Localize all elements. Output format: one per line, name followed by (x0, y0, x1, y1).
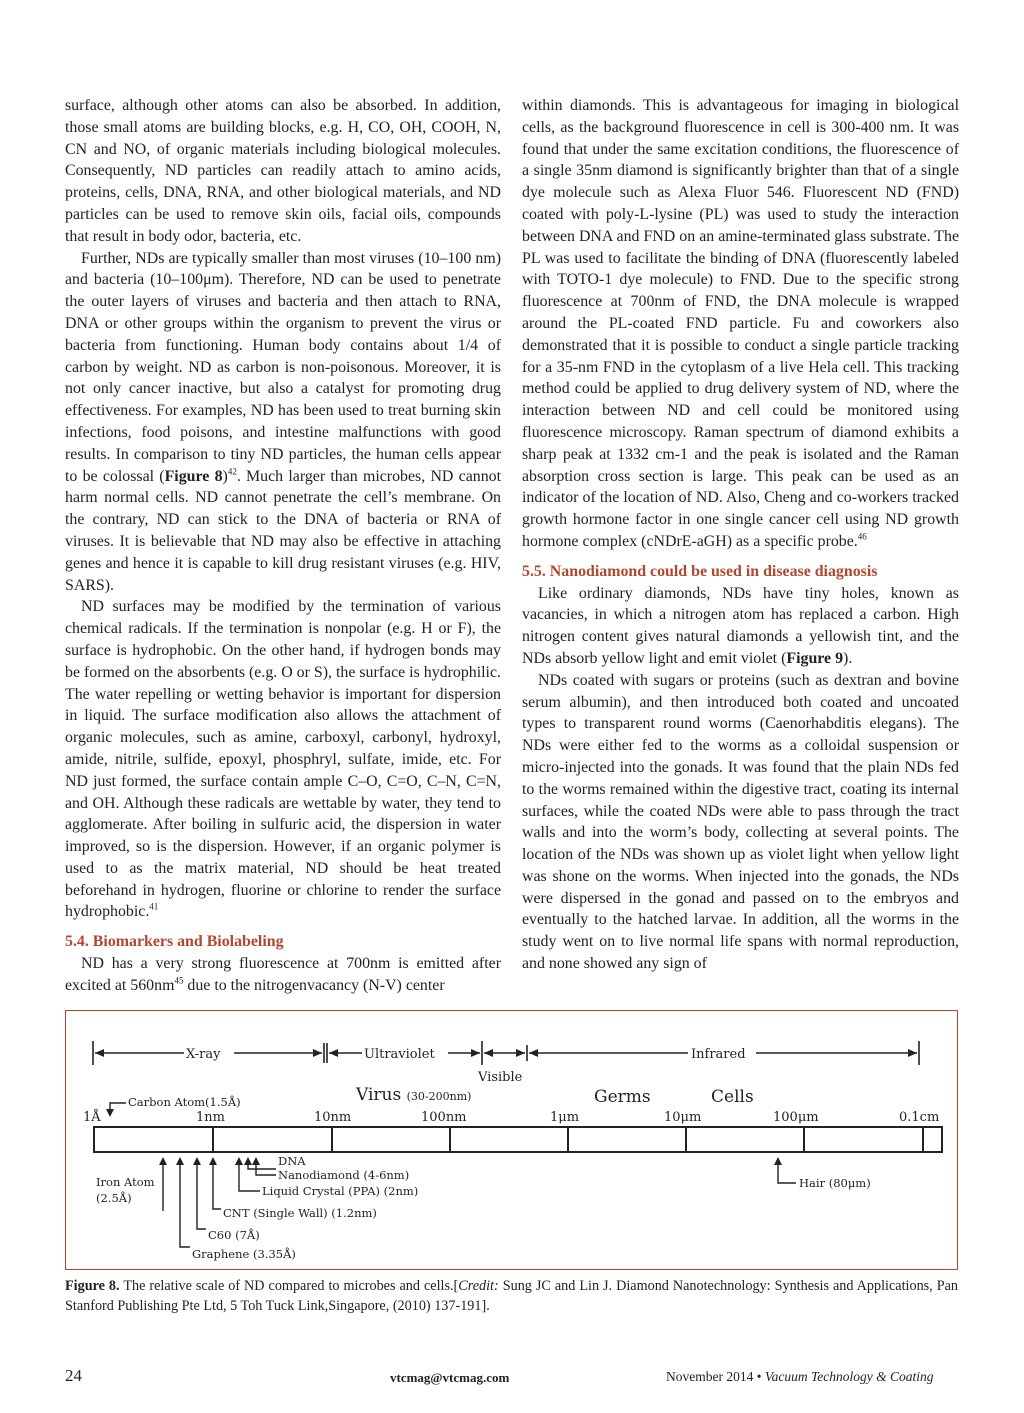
scale-10um: 10μm (664, 1110, 702, 1125)
scale-1um: 1μm (550, 1110, 580, 1125)
left-heading-3: 5.4. Biomarkers and Biolabeling (65, 933, 284, 951)
category-cells: Cells (711, 1087, 754, 1107)
label-hair: Hair (80μm) (799, 1176, 871, 1190)
band-visible: Visible (478, 1070, 523, 1085)
scale-1nm: 1nm (196, 1110, 225, 1125)
right-column (522, 95, 959, 975)
left-paragraph-1: Further, NDs are typically smaller than most viruses (10–100 nm) and bacteria (10–100μm). Therefore, ND can be used to penetrate the outer layers of viruses and bacteria and then attach to RNA, DNA or other groups within the organism to prevent the virus or bacteria from functioning. Human body contains about 1/4 of carbon by weight. ND as carbon is non-poisonous. Moreover, it is not only cancer inactive, but also a catalyst for promoting drug effectiveness. For examples, ND has been used to treat burning skin infections, food poisons, and intestine malfunctions with good results. In comparison to tiny ND particles, the human cells appear to be colossal (Figure 8)$^{42}$. Much larger than microbes, ND cannot harm normal cells. ND cannot penetrate the cell’s membrane. On the contrary, ND can stick to the DNA of bacteria or RNA of viruses. It is believable that ND may also be effective in attaching genes and hence it is capable to kill drug resistant viruses (e.g. HIV, SARS). (65, 249, 501, 594)
footer-email[interactable]: vtcmag@vtcmag.com (390, 1370, 510, 1385)
label-c60: C60 (7Å) (208, 1228, 260, 1242)
label-iron-atom-size: (2.5Å) (96, 1191, 132, 1205)
left-paragraph-0: surface, although other atoms can also be absorbed. In addition, those small atoms are building blocks, e.g. H, CO, OH, COOH, N, CN and NO, of organic materials including biological molecules. Consequently, ND particles can readily attach to amino acids, proteins, cells, DNA, RNA, and other biological materials, and ND particles can be used to remove skin oils, facial oils, compounds that result in body odor, bacteria, etc. (65, 97, 501, 245)
footer-journal: Vacuum Technology & Coating (764, 1369, 934, 1384)
caption-credit-label: Credit: (458, 1278, 499, 1294)
label-liquid-crystal: Liquid Crystal (PPA) (2nm) (262, 1184, 419, 1198)
right-heading-1: 5.5. Nanodiamond could be used in disease diagnosis (522, 562, 878, 580)
band-ultraviolet: Ultraviolet (364, 1047, 435, 1062)
caption-label: Figure 8. (65, 1278, 120, 1294)
scale-1a: 1Å (83, 1110, 101, 1125)
caption-credit-text: Sung JC and Lin J. Diamond Nanotechnology: Synthesis and Applications, Pan Stanford Publishing Pte Ltd, 5 Toh Tuck Link,Singapore, (2010) 137-191]. (65, 1278, 958, 1314)
page-number: 24 (65, 1366, 82, 1385)
figure-8 (65, 1010, 958, 1270)
label-nanodiamond: Nanodiamond (4-6nm) (278, 1168, 410, 1182)
band-infrared: Infrared (691, 1047, 746, 1062)
scale-diagram (66, 1011, 959, 1271)
scale-01cm: 0.1cm (899, 1110, 940, 1125)
left-column (65, 95, 501, 997)
left-paragraph-4: ND has a very strong fluorescence at 700nm is emitted after excited at $560nm^{45}$ due to the nitrogenvacancy (N-V) center (65, 955, 501, 994)
right-paragraph-3: NDs coated with sugars or proteins (such as dextran and bovine serum albumin), and then introduced both coated and uncoated types to transparent round worms (Caenorhabditis elegans). The NDs were either fed to the worms as a colloidal suspension or micro-injected into the gonads. It was found that the plain NDs fed to the worms remained within the digestive tract, coating its internal surfaces, while the coated NDs were able to pass through the tract walls and into the worm’s body, collecting at several points. The location of the NDs was shown up as violet light when yellow light was shone on the worms. When injected into the gonads, the NDs were dispersed in the gonad and passed on to the embryos and eventually to the hatched larvae. In addition, all the worms in the study went on to live normal life spans with normal reproduction, and none showed any sign of (522, 671, 959, 973)
label-cnt: CNT (Single Wall) (1.2nm) (223, 1206, 377, 1220)
label-carbon-atom: Carbon Atom(1.5Å) (128, 1095, 241, 1109)
footer-date: November 2014 (666, 1369, 754, 1384)
label-graphene: Graphene (3.35Å) (192, 1247, 296, 1261)
footer-bullet: • (756, 1369, 762, 1384)
scale-100um: 100μm (773, 1110, 819, 1125)
category-virus: Virus (30-200nm) (356, 1085, 472, 1105)
label-iron-atom: Iron Atom (96, 1175, 155, 1189)
right-paragraph-0: within diamonds. This is advantageous for imaging in biological cells, as the background fluorescence in cell is 300-400 nm. It was found that under the same excitation conditions, the fluorescence of a single 35nm diamond is significantly brighter than that of a single dye molecule such as Alexa Fluor 546. Fluorescent ND (FND) coated with poly-L-lysine (PL) was used to study the interaction between DNA and FND on an amine-terminated glass substrate. The PL was used to facilitate the binding of DNA (fluorescently labeled with TOTO-1 dye molecule) to FND. Due to the specific strong fluorescence at 700nm of FND, the DNA molecule is wrapped around the PL-coated FND particle. Fu and coworkers also demonstrated that it is possible to conduct a single particle tracking for a 35-nm FND in the cytoplasm of a live Hela cell. This tracking method could be applied to drug delivery system of ND, where the interaction between ND and cell could be monitored using fluorescence microscopy. Raman spectrum of diamond exhibits a sharp peak at 1332 cm-1 and the peak is isolated and the Raman absorption cross section is large. This peak can be used as an indicator of the location of ND. Also, Cheng and co-workers tracked growth hormone factor in one single cancer cell using ND growth hormone complex (cNDrE-aGH) as a specific probe.$^{46}$ (522, 97, 959, 550)
footer-issue (666, 1369, 933, 1385)
category-germs: Germs (594, 1087, 651, 1107)
label-dna: DNA (278, 1154, 306, 1168)
right-paragraph-2: Like ordinary diamonds, NDs have tiny holes, known as vacancies, in which a nitrogen atom has replaced a carbon. High nitrogen content gives natural diamonds a yellowish tint, and the NDs absorb yellow light and emit violet (Figure 9). (522, 584, 959, 667)
scale-100nm: 100nm (421, 1110, 467, 1125)
band-xray: X-ray (186, 1047, 221, 1062)
caption-text: The relative scale of ND compared to microbes and cells.[ (119, 1278, 459, 1294)
left-paragraph-2: ND surfaces may be modified by the termination of various chemical radicals. If the termination is nonpolar (e.g. H or F), the surface is hydrophobic. On the other hand, if hydrogen bonds may be formed on the absorbents (e.g. O or S), the surface is hydrophilic. The water repelling or wetting behavior is important for dispersion in liquid. The surface modification also allows the attachment of organic molecules, such as amine, carboxyl, carbonyl, hydroxyl, amide, nitrile, sulfide, epoxyl, phosphryl, sulfate, imide, etc. For ND just formed, the surface contain ample C–O, C=O, C–N, C=N, and OH. Although these radicals are wettable by water, they tend to agglomerate. After boiling in sulfuric acid, the dispersion in water improved, so is the dispersion. However, if an organic polymer is used to as the matrix material, ND should be heat treated beforehand in hydrogen, fluorine or chlorine to render the surface hydrophobic.$^{41}$ (65, 598, 501, 921)
figure-caption (65, 1276, 958, 1316)
scale-10nm: 10nm (314, 1110, 352, 1125)
